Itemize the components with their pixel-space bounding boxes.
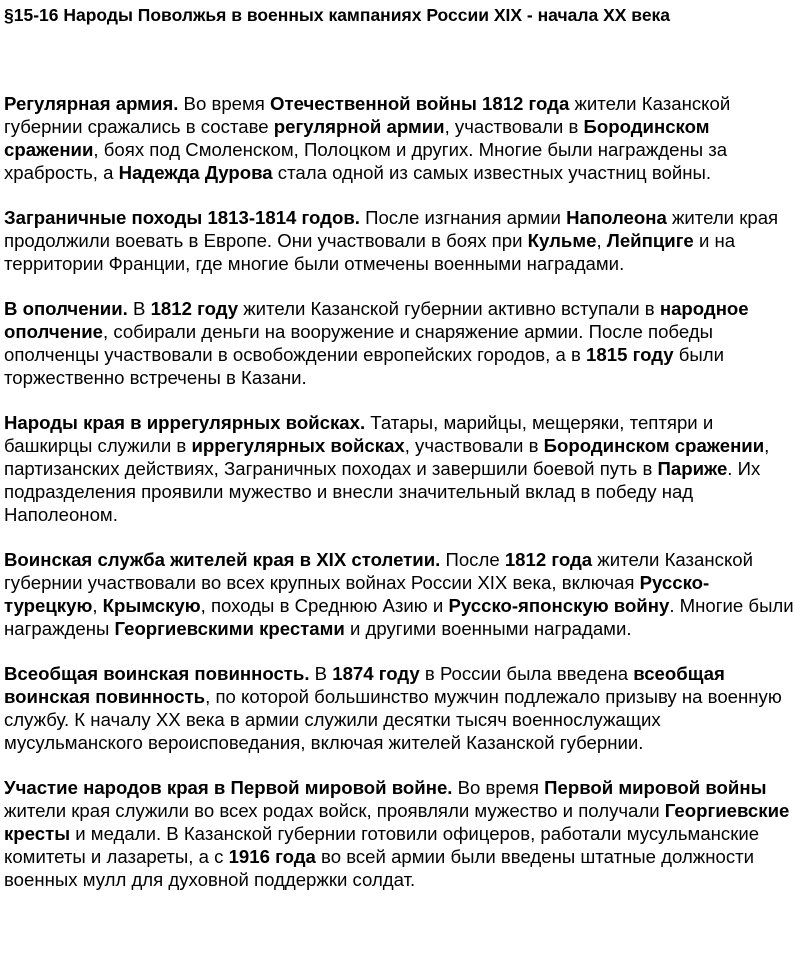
text-run: и на территории Франции, где многие были отмечены военными наградами. (4, 230, 736, 274)
text-run: жители Казанской губернии сражались в составе (4, 93, 731, 137)
paragraph-irregular-troops (4, 411, 798, 526)
bold-text: 1812 году (150, 298, 239, 319)
bold-text: Георгиевскими крестами (114, 618, 345, 639)
bold-text: Русско-японскую войну (448, 595, 670, 616)
bold-text: Заграничные походы 1813-1814 годов. (4, 207, 360, 228)
bold-text: 1874 году (332, 663, 420, 684)
paragraph-foreign-campaigns (4, 206, 798, 275)
text-run: , участвовали в (444, 116, 584, 137)
text-run: жители края продолжили воевать в Европе. Они участвовали в боях при (4, 207, 779, 251)
page-title: §15-16 Народы Поволжья в военных кампаниях России XIX - начала XX века (4, 5, 671, 25)
text-run: , по которой большинство мужчин подлежало призыву на военную службу. К началу XX века в армии служили десятки тысяч военнослужащих мусульманского вероисповедания, включая жителей Казанской губернии. (4, 686, 782, 753)
text-run: , собирали деньги на вооружение и снаряжение армии. После победы ополченцы участвовали в освобождении европейских городов, а в (4, 321, 713, 365)
bold-text: Бородинском сражении (4, 116, 710, 160)
bold-text: 1815 году (586, 344, 674, 365)
bold-text: Всеобщая воинская повинность. (4, 663, 310, 684)
text-run: После (440, 549, 505, 570)
bold-text: Георгиевские кресты (4, 800, 790, 844)
bold-text: Бородинском сражении (543, 435, 765, 456)
paragraph-world-war-one (4, 776, 798, 891)
bold-text: Кульме (527, 230, 597, 251)
text-run: . Их подразделения проявили мужество и внесли значительный вклад в победу над Наполеоном. (4, 458, 761, 525)
bold-text: В ополчении. (4, 298, 128, 319)
text-run: , походы в Среднюю Азию и (200, 595, 449, 616)
text-run: и медали. В Казанской губернии готовили офицеров, работали мусульманские комитеты и лазареты, а с (4, 823, 760, 867)
bold-text: иррегулярных войсках (191, 435, 405, 456)
text-run: В (127, 298, 151, 319)
text-run: , партизанских действиях, Заграничных походах и завершили боевой путь в (4, 435, 770, 479)
paragraph-regular-army (4, 92, 798, 184)
text-run: жители Казанской губернии активно вступали в (238, 298, 660, 319)
text-run: . Многие были награждены (4, 595, 794, 639)
text-run: Во время (178, 93, 271, 114)
text-run: , (596, 230, 607, 251)
bold-text: Отечественной войны 1812 года (270, 93, 570, 114)
text-run: , боях под Смоленском, Полоцком и других. Многие были награждены за храбрость, а (4, 139, 728, 183)
text-run: в России была введена (419, 663, 634, 684)
bold-text: Русско-турецкую (4, 572, 710, 616)
bold-text: 1812 года (504, 549, 593, 570)
text-run: стала одной из самых известных участниц войны. (272, 162, 712, 183)
text-run: Во время (452, 777, 545, 798)
bold-text: Народы края в иррегулярных войсках. (4, 412, 366, 433)
text-run: Татары, марийцы, мещеряки, тептяри и башкирцы служили в (4, 412, 714, 456)
text-run: , участвовали в (404, 435, 544, 456)
text-run: жители края служили во всех родах войск, проявляли мужество и получали (4, 800, 665, 821)
bold-text: Наполеона (566, 207, 667, 228)
text-run: жители Казанской губернии участвовали во всех крупных войнах России XIX века, включая (4, 549, 754, 593)
text-run: После изгнания армии (359, 207, 567, 228)
text-run: во всей армии были введены штатные должности военных мулл для духовной поддержки солдат. (4, 846, 755, 890)
paragraph-military-service-19th (4, 548, 798, 640)
paragraph-universal-conscription (4, 662, 798, 754)
text-run: , (92, 595, 103, 616)
text-run: и другими военными наградами. (344, 618, 632, 639)
bold-text: Крымскую (102, 595, 201, 616)
paragraph-militia (4, 297, 798, 389)
bold-text: регулярной армии (273, 116, 445, 137)
bold-text: Участие народов края в Первой мировой войне. (4, 777, 453, 798)
bold-text: Первой мировой войны (544, 777, 767, 798)
bold-text: Лейпциге (606, 230, 694, 251)
bold-text: Надежда Дурова (118, 162, 273, 183)
bold-text: всеобщая воинская повинность (4, 663, 725, 707)
bold-text: Регулярная армия. (4, 93, 179, 114)
document-body (4, 92, 798, 891)
bold-text: 1916 года (228, 846, 316, 867)
text-run: В (309, 663, 333, 684)
text-run: были торжественно встречены в Казани. (4, 344, 724, 388)
bold-text: Париже (657, 458, 728, 479)
bold-text: народное ополчение (4, 298, 749, 342)
bold-text: Воинская служба жителей края в XIX столетии. (4, 549, 441, 570)
